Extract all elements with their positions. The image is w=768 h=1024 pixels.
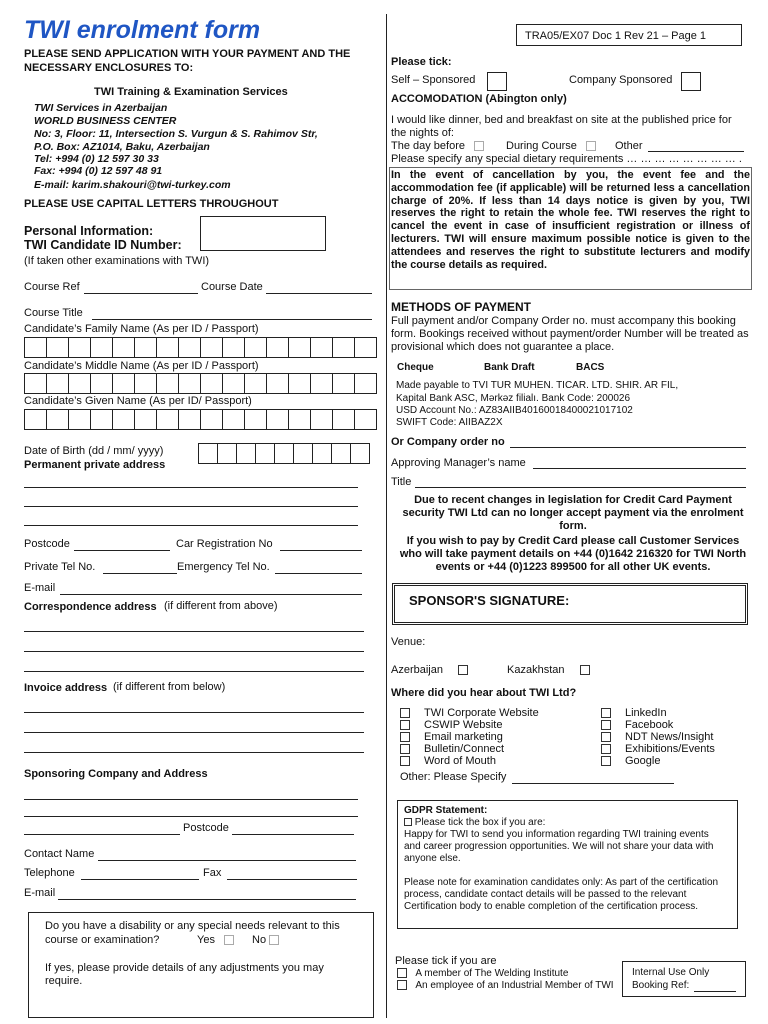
sponsoring-company-label: Sponsoring Company and Address: [24, 768, 208, 780]
day-before-label: The day before: [391, 140, 465, 152]
private-tel-label: Private Tel No.: [24, 561, 96, 573]
gdpr-tick-label: Please tick the box if you are:: [414, 817, 546, 828]
source-checkbox[interactable]: [400, 720, 410, 730]
gdpr-heading: GDPR Statement:: [404, 805, 488, 816]
telephone-field[interactable]: [81, 879, 199, 880]
gdpr-text-1: Happy for TWI to send you information regarding TWI training events and career progression opportunities. We will not share your data with anyone else.: [404, 829, 714, 864]
source-label: Email marketing: [424, 731, 503, 743]
sponsoring-postcode-field[interactable]: [232, 834, 354, 835]
sponsor-signature-label: SPONSOR'S SIGNATURE:: [409, 593, 570, 608]
source-checkbox[interactable]: [400, 708, 410, 718]
member-welding-checkbox[interactable]: [397, 968, 407, 978]
yes-label: Yes: [197, 934, 215, 946]
member-welding-option[interactable]: [397, 968, 568, 979]
emergency-tel-field[interactable]: [275, 573, 362, 574]
source-checkbox[interactable]: [601, 708, 611, 718]
source-option[interactable]: [601, 719, 673, 731]
source-option[interactable]: [601, 731, 713, 743]
contact-name-label: Contact Name: [24, 848, 95, 860]
sponsor-signature-box[interactable]: [392, 583, 748, 625]
gdpr-consent[interactable]: [404, 817, 545, 828]
source-label: CSWIP Website: [424, 719, 503, 731]
approving-manager-label: Approving Manager’s name: [391, 457, 526, 469]
bank-detail-line: SWIFT Code: AIIBAZ2X: [396, 417, 503, 428]
member-welding-label: A member of The Welding Institute: [415, 968, 569, 979]
source-checkbox[interactable]: [601, 732, 611, 742]
address-line: Fax: +994 (0) 12 597 48 91: [34, 165, 163, 177]
given-name-label: Candidate’s Given Name (As per ID/ Passport): [24, 395, 252, 407]
source-label: Facebook: [625, 719, 674, 731]
bank-draft-option[interactable]: Bank Draft: [484, 362, 535, 373]
credit-card-notice: Due to recent changes in legislation for Credit Card Payment security TWI Ltd can no longer accept payment via the enrolment form.: [402, 494, 744, 532]
accommodation-text-1: I would like dinner, bed and breakfast on site at the published price for: [391, 114, 732, 126]
payment-methods-heading: METHODS OF PAYMENT: [391, 300, 532, 314]
permanent-address-line[interactable]: [24, 525, 358, 526]
other-nights-field[interactable]: [648, 151, 744, 152]
column-divider: [386, 14, 387, 1018]
middle-name-label: Candidate’s Middle Name (As per ID / Passport): [24, 360, 259, 372]
payment-methods-text: Full payment and/or Company Order no. must accompany this booking form. Bookings received without payment/order Number will be treated as provisional which does not guarantee a place.: [391, 315, 749, 353]
address-heading: TWI Training & Examination Services: [94, 86, 288, 98]
source-label: TWI Corporate Website: [424, 707, 539, 719]
sponsor-email-label: E-mail: [24, 887, 56, 899]
self-sponsored-checkbox[interactable]: [487, 72, 507, 91]
candidate-id-note: (If taken other examinations with TWI): [24, 255, 210, 267]
send-instruction-2: NECESSARY ENCLOSURES TO:: [24, 62, 194, 74]
invoice-address-line[interactable]: [24, 752, 364, 753]
source-checkbox[interactable]: [400, 732, 410, 742]
invoice-address-line[interactable]: [24, 732, 364, 733]
invoice-address-note: (if different from below): [113, 681, 226, 693]
azerbaijan-checkbox[interactable]: [458, 665, 468, 675]
given-name-field[interactable]: [24, 409, 377, 430]
day-before-option[interactable]: [391, 140, 484, 152]
car-registration-field[interactable]: [280, 550, 362, 551]
address-line: WORLD BUSINESS CENTER: [34, 115, 177, 127]
course-title-field[interactable]: [92, 319, 372, 320]
car-registration-label: Car Registration No: [176, 538, 273, 550]
disability-question-2: course or examination?: [45, 934, 160, 946]
address-line: P.O. Box: AZ1014, Baku, Azerbaijan: [34, 141, 210, 153]
venue-azerbaijan[interactable]: [391, 664, 468, 676]
candidate-id-label: TWI Candidate ID Number:: [24, 238, 182, 252]
email-label: E-mail: [24, 582, 56, 594]
sponsoring-address-line[interactable]: [24, 834, 180, 835]
source-option[interactable]: [601, 743, 715, 755]
bacs-option[interactable]: BACS: [576, 362, 605, 373]
source-checkbox[interactable]: [400, 756, 410, 766]
kazakhstan-label: Kazakhstan: [507, 664, 565, 676]
dob-label: Date of Birth (dd / mm/ yyyy): [24, 445, 164, 457]
source-option[interactable]: [601, 707, 667, 719]
disability-question-1: Do you have a disability or any special needs relevant to this: [45, 920, 340, 932]
source-checkbox[interactable]: [601, 720, 611, 730]
during-course-option[interactable]: [506, 140, 596, 152]
correspondence-address-label: Correspondence address: [24, 601, 157, 613]
source-label: NDT News/Insight: [625, 731, 714, 743]
company-order-field[interactable]: [510, 447, 746, 448]
hear-about-label: Where did you hear about TWI Ltd?: [391, 687, 577, 699]
kazakhstan-checkbox[interactable]: [580, 665, 590, 675]
booking-ref-field[interactable]: [694, 991, 736, 992]
capitals-instruction: PLEASE USE CAPITAL LETTERS THROUGHOUT: [24, 198, 279, 210]
manager-title-label: Title: [391, 476, 412, 488]
bank-detail-line: Made payable to TVI TUR MUHEN. TICAR. LTD. SHIR. AR FIL,: [396, 380, 679, 391]
permanent-address-label: Permanent private address: [24, 459, 166, 471]
gdpr-checkbox[interactable]: [404, 818, 412, 826]
course-ref-label: Course Ref: [24, 281, 80, 293]
source-checkbox[interactable]: [601, 756, 611, 766]
fax-field[interactable]: [227, 879, 357, 880]
source-label: Google: [625, 755, 661, 767]
venue-label: Venue:: [391, 636, 426, 648]
emergency-tel-label: Emergency Tel No.: [177, 561, 270, 573]
dob-field[interactable]: [198, 443, 370, 464]
yes-checkbox[interactable]: [224, 935, 234, 945]
internal-use-label: Internal Use Only: [632, 967, 710, 978]
tick-if-label: Please tick if you are: [395, 955, 497, 967]
other-nights-label: Other: [615, 140, 643, 152]
fax-label: Fax: [203, 867, 222, 879]
dietary-requirements[interactable]: Please specify any special dietary requirements … … … … … … … … .: [391, 153, 742, 165]
during-course-checkbox[interactable]: [586, 141, 596, 151]
permanent-address-line[interactable]: [24, 506, 358, 507]
gdpr-text-2: Please note for examination candidates only: As part of the certification process, candidate contact details will be passed to the relevant Certification body to enable completion of the certification process.: [404, 877, 719, 912]
other-source-label: Other: Please Specify: [400, 771, 507, 783]
source-checkbox[interactable]: [400, 744, 410, 754]
postcode-label: Postcode: [24, 538, 70, 550]
cheque-option[interactable]: Cheque: [397, 362, 434, 373]
manager-title-field[interactable]: [415, 487, 746, 488]
company-order-label: Or Company order no: [391, 436, 505, 448]
correspondence-address-note: (if different from above): [164, 600, 278, 612]
venue-kazakhstan[interactable]: [507, 664, 590, 676]
employee-member-option[interactable]: [397, 980, 614, 991]
company-sponsored-label: Company Sponsored: [569, 74, 673, 86]
source-option[interactable]: [400, 719, 502, 731]
source-option[interactable]: [400, 755, 496, 767]
course-date-field[interactable]: [266, 293, 372, 294]
no-checkbox[interactable]: [269, 935, 279, 945]
source-option[interactable]: [400, 731, 503, 743]
email-field[interactable]: [60, 594, 362, 595]
no-label: No: [252, 934, 267, 946]
document-reference: TRA05/EX07 Doc 1 Rev 21 – Page 1: [516, 24, 742, 46]
contact-name-field[interactable]: [98, 860, 356, 861]
day-before-checkbox[interactable]: [474, 141, 484, 151]
company-sponsored-checkbox[interactable]: [681, 72, 701, 91]
source-checkbox[interactable]: [601, 744, 611, 754]
accommodation-heading: ACCOMODATION (Abington only): [391, 93, 567, 105]
cancellation-policy: In the event of cancellation by you, the event fee and the accommodation fee (if applicable) will be returned less a cancellation charge of 20%. If less than 14 days notice is given by you, TWI reserves the right to retain the whole fee. TWI reserves the right to cancel the event in case of insufficient registration or illness of lecturers. TWI will ensure maximum possible notice is given to the attendees and reserves the right to substitute lecturers and modify the course details as required.: [391, 169, 750, 271]
approving-manager-field[interactable]: [533, 468, 746, 469]
address-line: TWI Services in Azerbaijan: [34, 102, 168, 114]
other-source-field[interactable]: [512, 783, 674, 784]
source-label: Word of Mouth: [424, 755, 496, 767]
disability-details-1: If yes, please provide details of any adjustments you may: [45, 962, 324, 974]
personal-info-label: Personal Information:: [24, 224, 154, 238]
source-option[interactable]: [400, 743, 504, 755]
invoice-address-label: Invoice address: [24, 682, 108, 694]
sponsor-email-field[interactable]: [58, 899, 356, 900]
self-sponsored-label: Self – Sponsored: [391, 74, 476, 86]
course-ref-field[interactable]: [84, 293, 198, 294]
address-line: No: 3, Floor: 11, Intersection S. Vurgun & S. Rahimov Str,: [34, 128, 318, 140]
disability-no[interactable]: [252, 934, 279, 946]
postcode-field[interactable]: [74, 550, 170, 551]
azerbaijan-label: Azerbaijan: [391, 664, 443, 676]
course-title-label: Course Title: [24, 307, 83, 319]
family-name-label: Candidate’s Family Name (As per ID / Passport): [24, 323, 259, 335]
sponsoring-address-line[interactable]: [24, 816, 358, 817]
candidate-id-field[interactable]: [200, 216, 326, 251]
source-option[interactable]: [601, 755, 660, 767]
form-title: TWI enrolment form: [24, 16, 261, 44]
bank-detail-line: Kapital Bank ASC, Mərkəz filialı. Bank Code: 200026: [396, 393, 631, 404]
permanent-address-line[interactable]: [24, 487, 358, 488]
source-label: Bulletin/Connect: [424, 743, 505, 755]
credit-card-contact: If you wish to pay by Credit Card please call Customer Services who will take payment details on +44 (0)1642 216320 for TWI North events or +44 (0)1223 899500 for all other UK events.: [399, 535, 747, 573]
source-label: Exhibitions/Events: [625, 743, 715, 755]
bank-detail-line: USD Account No.: AZ83AIIB40160018400021017102: [396, 405, 633, 416]
send-instruction-1: PLEASE SEND APPLICATION WITH YOUR PAYMENT AND THE: [24, 48, 351, 60]
source-label: LinkedIn: [625, 707, 667, 719]
booking-ref-label: Booking Ref:: [632, 980, 690, 991]
address-email: E-mail: karim.shakouri@twi-turkey.com: [34, 179, 231, 191]
source-option[interactable]: [400, 707, 539, 719]
employee-member-label: An employee of an Industrial Member of TWI: [415, 980, 614, 991]
please-tick-label: Please tick:: [391, 56, 452, 68]
telephone-label: Telephone: [24, 867, 75, 879]
private-tel-field[interactable]: [103, 573, 177, 574]
disability-details-2: require.: [45, 975, 83, 987]
employee-member-checkbox[interactable]: [397, 980, 407, 990]
correspondence-address-line[interactable]: [24, 631, 364, 632]
family-name-field[interactable]: [24, 337, 377, 358]
sponsoring-postcode-label: Postcode: [183, 822, 229, 834]
sponsoring-address-line[interactable]: [24, 799, 358, 800]
during-course-label: During Course: [506, 140, 577, 152]
address-line: Tel: +994 (0) 12 597 30 33: [34, 153, 159, 165]
middle-name-field[interactable]: [24, 373, 377, 394]
accommodation-text-2: the nights of:: [391, 127, 454, 139]
correspondence-address-line[interactable]: [24, 651, 364, 652]
invoice-address-line[interactable]: [24, 712, 364, 713]
correspondence-address-line[interactable]: [24, 671, 364, 672]
disability-yes[interactable]: [197, 934, 234, 946]
course-date-label: Course Date: [201, 281, 263, 293]
